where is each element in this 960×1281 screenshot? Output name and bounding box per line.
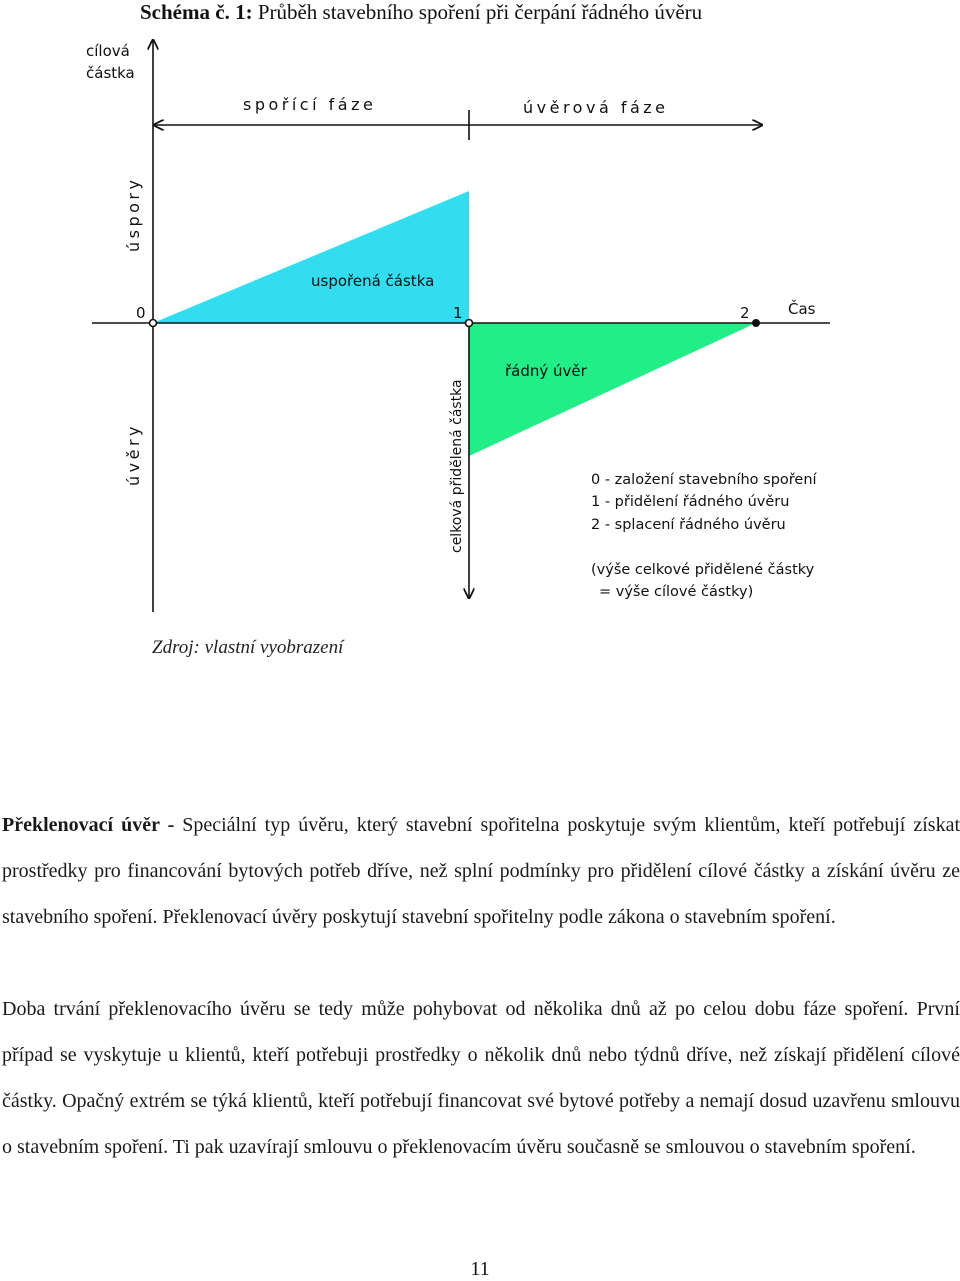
term-bridging-loan: Překlenovací úvěr - xyxy=(2,814,175,836)
legend-item-0: 0 - založení stavebního spoření xyxy=(591,472,817,488)
point-0-dot xyxy=(150,320,157,327)
time-label: Čas xyxy=(788,300,816,318)
point-2-dot xyxy=(752,319,760,327)
saved-amount-label: uspořená částka xyxy=(311,272,435,290)
target-amount-label-1: cílová xyxy=(86,42,130,60)
regular-loan-label: řádný úvěr xyxy=(505,362,587,380)
point-1-label: 1 xyxy=(453,304,463,322)
legend-note-2: = výše cílové částky) xyxy=(599,584,754,600)
diagram-legend xyxy=(591,472,818,600)
paragraph-duration: Doba trvání překlenovacího úvěru se tedy může pohybovat od několika dnů až po celou dobu fáze spoření. První případ se vyskytuje u klientů, kteří potřebuji prostředky o několik dnů nebo týdnů dříve, než získají přidělení cílové částky. Opačný extrém se týká klientů, kteří potřebují financovat své bytové potřeby a nemají dosud uzavřenu smlouvu o stavebním spoření. Ti pak uzavírají smlouvu o překlenovacím úvěru současně se smlouvou o stavebním spoření. xyxy=(2,998,960,1158)
savings-diagram xyxy=(0,0,960,640)
paragraph-1-text: Speciální typ úvěru, který stavební spořitelna poskytuje svým klientům, kteří potřebují získat prostředky pro financování bytových potřeb dříve, než splní podmínky pro přidělení cílové částky a získání úvěru ze stavebního spoření. Překlenovací úvěry poskytují stavební spořitelny podle zákona o stavebním spoření. xyxy=(2,814,960,928)
page-number: 11 xyxy=(470,1258,490,1280)
savings-axis-label: úspory xyxy=(124,176,143,252)
savings-phase-label: spořící fáze xyxy=(243,95,377,114)
paragraph-bridging-loan xyxy=(2,802,960,940)
caption-label: Schéma č. 1: xyxy=(140,0,253,24)
legend-item-2: 2 - splacení řádného úvěru xyxy=(591,517,786,533)
loans-axis-label: úvěry xyxy=(124,423,143,486)
saved-amount-area xyxy=(153,191,469,323)
point-0-label: 0 xyxy=(136,304,146,322)
target-amount-label-2: částka xyxy=(86,64,135,82)
loan-phase-label: úvěrová fáze xyxy=(523,98,669,117)
legend-item-1: 1 - přidělení řádného úvěru xyxy=(591,494,790,510)
caption-text: Průběh stavebního spoření při čerpání řádného úvěru xyxy=(257,0,703,24)
point-1-dot xyxy=(466,320,473,327)
regular-loan-area xyxy=(469,323,756,456)
allocated-amount-label: celková přidělená částka xyxy=(449,379,465,553)
legend-note-1: (výše celkové přidělené částky xyxy=(591,562,815,578)
figure-source: Zdroj: vlastní vyobrazení xyxy=(152,637,344,658)
point-2-label: 2 xyxy=(740,304,750,322)
